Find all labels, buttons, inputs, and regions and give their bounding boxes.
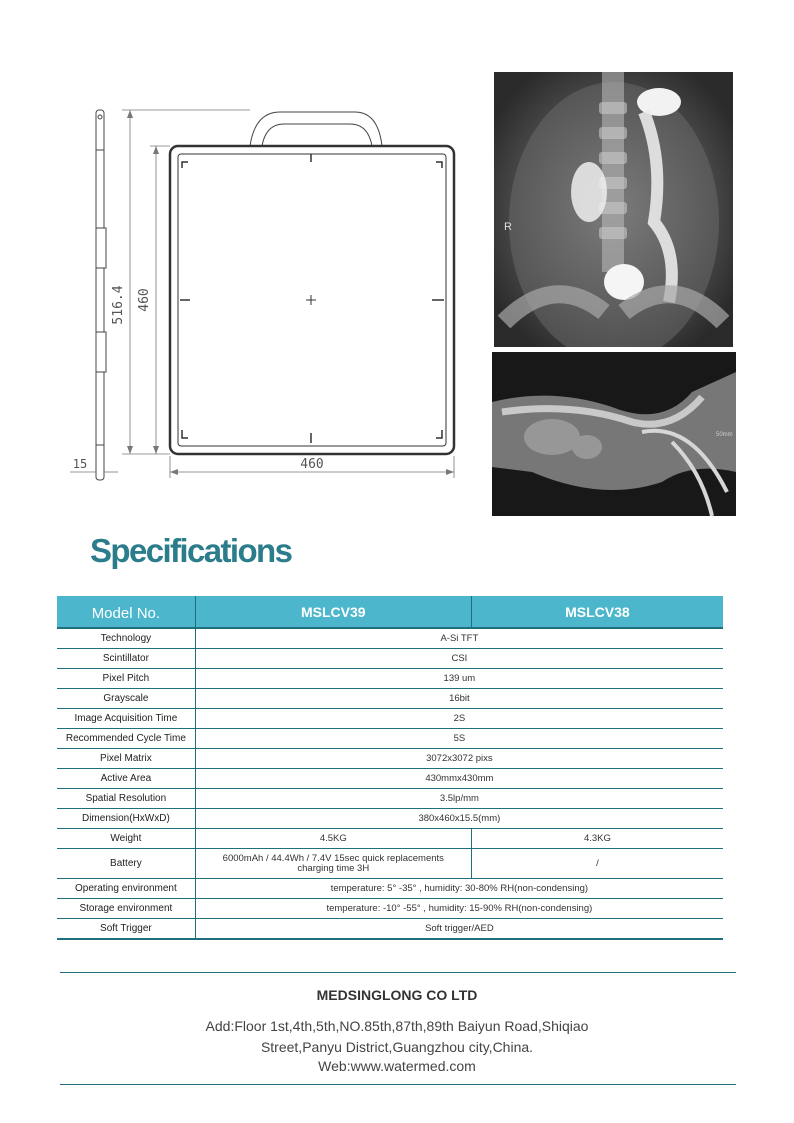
row-label: Scintillator	[57, 649, 195, 669]
specifications-table	[57, 596, 723, 940]
table-row-battery	[57, 849, 723, 879]
row-value: 3.5lp/mm	[195, 789, 723, 809]
xray-abdomen-image	[494, 72, 733, 347]
row-label: Image Acquisition Time	[57, 709, 195, 729]
side-profile	[96, 110, 104, 480]
row-label: Battery	[57, 849, 195, 879]
dim-width-label: 460	[300, 457, 324, 472]
dim-thickness-label: 15	[72, 457, 88, 471]
page-title: Specifications	[90, 532, 292, 569]
table-row	[57, 729, 723, 749]
row-value: 16bit	[195, 689, 723, 709]
row-value: A-Si TFT	[195, 628, 723, 649]
row-value: temperature: 5° -35° , humidity: 30-80% RH(non-condensing)	[195, 879, 723, 899]
row-label: Pixel Pitch	[57, 669, 195, 689]
row-value: CSI	[195, 649, 723, 669]
detector-technical-drawing	[60, 100, 470, 490]
xray-lateral-graphic	[492, 352, 736, 516]
table-row	[57, 879, 723, 899]
header-model-b: MSLCV38	[471, 596, 723, 628]
table-row	[57, 709, 723, 729]
row-value: 139 um	[195, 669, 723, 689]
row-value: 430mmx430mm	[195, 769, 723, 789]
row-value: 2S	[195, 709, 723, 729]
xray-abdomen-graphic	[494, 72, 733, 347]
table-header-row	[57, 596, 723, 628]
battery-model-b: /	[471, 849, 723, 879]
table-row	[57, 689, 723, 709]
table-row	[57, 919, 723, 940]
row-value: temperature: -10° -55° , humidity: 15-90% RH(non-condensing)	[195, 899, 723, 919]
table-row	[57, 649, 723, 669]
table-row	[57, 769, 723, 789]
table-row	[57, 628, 723, 649]
row-label: Technology	[57, 628, 195, 649]
row-label: Operating environment	[57, 879, 195, 899]
header-model-a: MSLCV39	[195, 596, 471, 628]
table-row	[57, 749, 723, 769]
row-label: Active Area	[57, 769, 195, 789]
table-row	[57, 669, 723, 689]
table-row	[57, 899, 723, 919]
footer-divider-top	[60, 972, 736, 973]
table-row	[57, 789, 723, 809]
row-label: Weight	[57, 829, 195, 849]
table-row-weight	[57, 829, 723, 849]
row-label: Recommended Cycle Time	[57, 729, 195, 749]
dim-total-label: 516.4	[111, 285, 126, 325]
row-value: 3072x3072 pixs	[195, 749, 723, 769]
address-line-1: Add:Floor 1st,4th,5th,NO.85th,87th,89th Baiyun Road,Shiqiao	[205, 1018, 589, 1034]
battery-line1: 6000mAh / 44.4Wh / 7.4V 15sec quick replacements	[222, 852, 444, 864]
battery-line2: charging time 3H	[297, 862, 370, 874]
row-value: 5S	[195, 729, 723, 749]
row-value: 380x460x15.5(mm)	[195, 809, 723, 829]
row-label: Spatial Resolution	[57, 789, 195, 809]
row-label: Pixel Matrix	[57, 749, 195, 769]
row-label: Storage environment	[57, 899, 195, 919]
row-label: Grayscale	[57, 689, 195, 709]
weight-model-b: 4.3KG	[471, 829, 723, 849]
row-label: Dimension(HxWxD)	[57, 809, 195, 829]
xray-lateral-image	[492, 352, 736, 516]
abdomen-marker: R	[504, 221, 512, 233]
website-text: Web:www.watermed.com	[318, 1058, 476, 1074]
row-value: Soft trigger/AED	[195, 919, 723, 940]
drawing-svg	[60, 100, 470, 490]
header-model-no: Model No.	[57, 596, 195, 628]
handle	[250, 112, 382, 146]
lateral-scale: 50mm	[716, 432, 733, 438]
weight-model-a: 4.5KG	[195, 829, 471, 849]
company-name: MEDSINGLONG CO LTD	[316, 987, 478, 1003]
address-line-2: Street,Panyu District,Guangzhou city,China.	[260, 1039, 534, 1055]
footer-divider-bottom	[60, 1084, 736, 1085]
dim-height-label: 460	[137, 288, 152, 312]
row-label: Soft Trigger	[57, 919, 195, 940]
battery-model-a	[195, 849, 471, 879]
table-row	[57, 809, 723, 829]
